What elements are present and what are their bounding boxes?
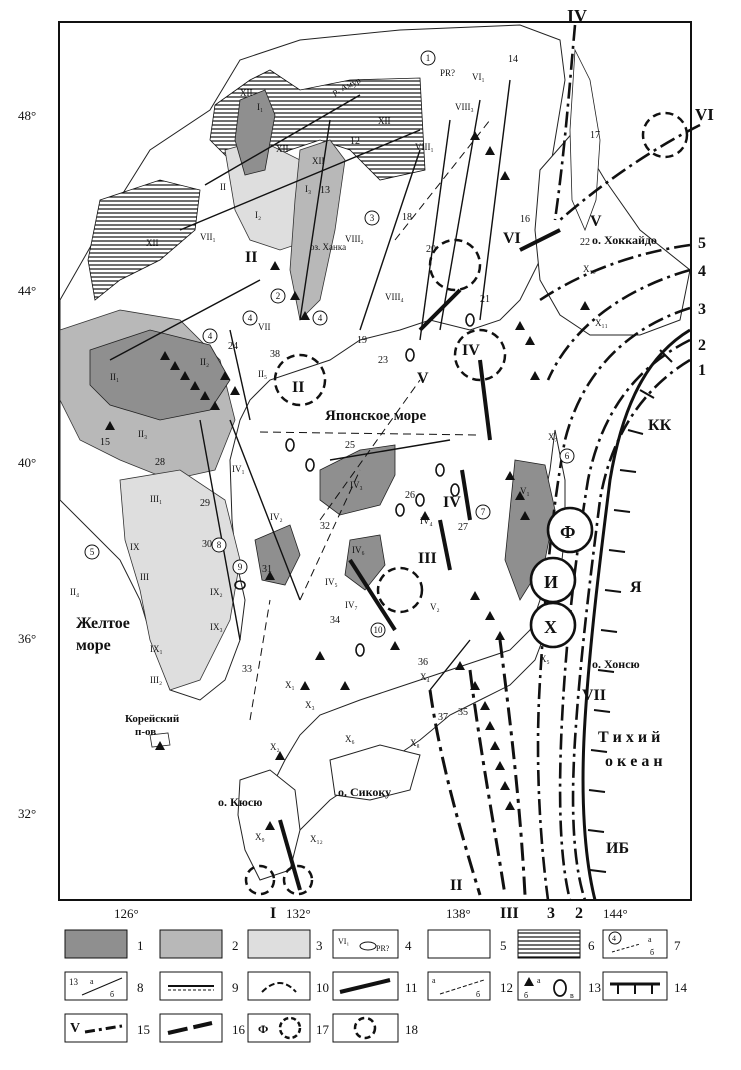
label-x1: X₁ xyxy=(285,680,295,690)
legend-label-5: 5 xyxy=(500,938,507,953)
fault-number: 34 xyxy=(330,615,340,626)
fault-number: 31 xyxy=(262,564,272,575)
legend-sym-13b: б xyxy=(524,991,529,1000)
legend-sym-v15: V xyxy=(70,1021,81,1036)
legend-label-13: 13 xyxy=(588,980,601,995)
roman-V-mid: V xyxy=(417,370,429,387)
bottom-number-3: 3 xyxy=(547,905,555,922)
roman-IV: IV xyxy=(567,6,588,26)
label-iii2: III₂ xyxy=(150,675,163,685)
fault-number: 32 xyxy=(320,521,330,532)
legend-label-11: 11 xyxy=(405,980,418,995)
label-xii-2: XII xyxy=(276,144,289,154)
lon-label-132: 132° xyxy=(286,906,311,921)
lat-label-36: 36° xyxy=(18,631,37,646)
legend-label-4: 4 xyxy=(405,938,412,953)
label-x8: X₈ xyxy=(410,738,420,748)
legend xyxy=(65,930,688,1042)
lon-label-144: 144° xyxy=(603,906,628,921)
label-ix: IX xyxy=(130,542,140,552)
legend-label-15: 15 xyxy=(137,1022,150,1037)
legend-label-18: 18 xyxy=(405,1022,418,1037)
label-iv5: IV₅ xyxy=(325,577,338,587)
trench-label-ya: Я xyxy=(630,579,642,596)
roman-IV-lower: IV xyxy=(443,494,461,511)
fault-number: 36 xyxy=(418,657,428,668)
legend-sym-7b: б xyxy=(650,948,655,957)
roman-II-upper: II xyxy=(245,249,258,266)
circled-number: 8 xyxy=(216,540,222,550)
legend-label-2: 2 xyxy=(232,938,239,953)
lat-label-40: 40° xyxy=(18,455,37,470)
legend-label-8: 8 xyxy=(137,980,144,995)
circle-letter-kh: Х xyxy=(544,617,557,637)
zone-number-4: 4 xyxy=(698,263,706,280)
legend-label-16: 16 xyxy=(232,1022,245,1037)
legend-label-9: 9 xyxy=(232,980,239,995)
honshu-label: о. Хонсю xyxy=(592,657,640,671)
legend-label-12: 12 xyxy=(500,980,513,995)
label-x6: X₆ xyxy=(345,734,355,744)
legend-sym-8a: а xyxy=(90,977,94,986)
zone-number-2: 2 xyxy=(698,337,706,354)
label-viii2: VIII₂ xyxy=(345,234,364,244)
fault-number: 20 xyxy=(426,244,436,255)
roman-VI-mid: VI xyxy=(503,230,521,247)
japan-sea-label: Японское море xyxy=(325,408,427,424)
legend-swatch-2 xyxy=(160,930,222,958)
legend-sym-7a: а xyxy=(648,935,652,944)
fault-number: 38 xyxy=(270,349,280,360)
label-i3: I₃ xyxy=(305,184,312,194)
zone-number-5: 5 xyxy=(698,235,706,252)
label-iv1: IV₁ xyxy=(232,464,245,474)
roman-I: I xyxy=(270,905,277,922)
label-vii1: VII₁ xyxy=(200,232,216,242)
label-x9: X₉ xyxy=(255,832,265,842)
legend-sym-13: 13 xyxy=(69,977,78,987)
label-x5: X₅ xyxy=(540,654,550,664)
korea-label-2: п-ов xyxy=(135,726,157,738)
circled-number: 4 xyxy=(207,331,213,341)
roman-II-mid: II xyxy=(292,379,305,396)
pacific-label-1: Т и х и й xyxy=(598,729,661,746)
label-xii-1: XII xyxy=(240,88,253,98)
label-iv3: IV₃ xyxy=(350,480,363,490)
fault-number: 30 xyxy=(202,539,212,550)
legend-label-14: 14 xyxy=(674,980,687,995)
fault-number: 19 xyxy=(357,335,367,346)
label-iv4: IV₄ xyxy=(420,516,433,526)
roman-VII: VII xyxy=(582,687,607,704)
legend-sym-12b: б xyxy=(476,990,481,999)
label-vii: VII xyxy=(258,322,271,332)
roman-II: II xyxy=(450,877,463,894)
label-iv2: IV₂ xyxy=(270,512,283,522)
amur-label: р. Амур xyxy=(330,74,363,97)
label-viii4: VIII₄ xyxy=(385,292,404,302)
roman-III-mid: III xyxy=(418,550,437,567)
fault-number: 15 xyxy=(100,437,110,448)
legend-sym-13v: в xyxy=(570,991,574,1000)
legend-sym-vi1: VI₁ xyxy=(338,937,350,946)
circled-number: 7 xyxy=(480,507,486,517)
circled-number: 2 xyxy=(275,291,281,301)
fault-number: 26 xyxy=(405,490,415,501)
label-ii4: II₄ xyxy=(70,587,80,597)
fault-number: 16 xyxy=(520,214,530,225)
lon-label-138: 138° xyxy=(446,906,471,921)
fault-number: 25 xyxy=(345,440,355,451)
roman-VI: VI xyxy=(695,105,714,124)
legend-label-6: 6 xyxy=(588,938,595,953)
fault-number: 28 xyxy=(155,457,165,468)
fault-number: 21 xyxy=(480,294,490,305)
fault-number: 23 xyxy=(378,355,388,366)
label-ii2: II₂ xyxy=(200,357,210,367)
circled-number: 4 xyxy=(317,313,323,323)
legend-swatch-5 xyxy=(428,930,490,958)
legend-sym-pr: PR? xyxy=(376,944,390,953)
khanka-label: оз. Ханка xyxy=(310,242,347,252)
legend-sym-8b: б xyxy=(110,990,115,999)
label-x4: X₄ xyxy=(420,672,430,682)
label-ii: II xyxy=(220,182,226,192)
label-x3: X₃ xyxy=(305,700,315,710)
circled-number: 3 xyxy=(369,213,375,223)
roman-V: V xyxy=(590,213,602,230)
label-ix3: IX₃ xyxy=(210,622,223,632)
label-x11: X₁₁ xyxy=(595,318,608,328)
legend-sym-13a: а xyxy=(537,976,541,985)
kyushu-label: о. Кюсю xyxy=(218,795,263,809)
legend-swatch-16 xyxy=(160,1014,222,1042)
label-x7: X₇ xyxy=(548,432,558,442)
yellow-sea-label-1: Желтое xyxy=(76,615,130,632)
bottom-number-2: 2 xyxy=(575,905,583,922)
label-v1: V₁ xyxy=(520,486,530,496)
lat-label-32: 32° xyxy=(18,806,37,821)
lat-label-48: 48° xyxy=(18,108,37,123)
roman-III: III xyxy=(500,905,519,922)
fault-number: 35 xyxy=(458,707,468,718)
fault-number: 13 xyxy=(320,185,330,196)
fault-number: 27 xyxy=(458,522,468,533)
legend-label-3: 3 xyxy=(316,938,323,953)
fault-number: 18 xyxy=(402,212,412,223)
legend-sym-f17: Ф xyxy=(258,1022,269,1036)
legend-label-17: 17 xyxy=(316,1022,329,1037)
fault-number: 24 xyxy=(228,341,238,352)
label-ii3: II₃ xyxy=(138,429,148,439)
label-iv7: IV₇ xyxy=(345,600,358,610)
circled-number: 10 xyxy=(373,625,383,635)
label-x10: X₁₀ xyxy=(583,264,596,274)
circle-letter-i: И xyxy=(544,572,559,592)
legend-swatch-1 xyxy=(65,930,127,958)
label-x2: X₂ xyxy=(270,742,280,752)
legend-label-1: 1 xyxy=(137,938,144,953)
label-pr: PR? xyxy=(440,68,456,78)
label-vi1: VI₁ xyxy=(472,72,485,82)
fault-number: 37 xyxy=(438,712,448,723)
zone-number-3: 3 xyxy=(698,301,706,318)
label-ix2: IX₂ xyxy=(210,587,223,597)
label-xii-5: XII xyxy=(312,156,325,166)
legend-sym-12a: а xyxy=(432,976,436,985)
circled-number: 5 xyxy=(89,547,95,557)
yellow-sea-label-2: море xyxy=(76,637,111,654)
legend-swatch-6 xyxy=(518,930,580,958)
legend-swatch-10 xyxy=(248,972,310,1000)
fault-number: 33 xyxy=(242,664,252,675)
fault-number: 22 xyxy=(580,237,590,248)
zone-number-1: 1 xyxy=(698,362,706,379)
fault-number: 12 xyxy=(350,136,360,147)
legend-label-10: 10 xyxy=(316,980,329,995)
label-v2: V₂ xyxy=(430,602,440,612)
label-ix1: IX₁ xyxy=(150,644,163,654)
lon-label-126: 126° xyxy=(114,906,139,921)
trench-label-kk: КК xyxy=(648,417,672,434)
shikoku-label: о. Сикоку xyxy=(338,785,392,799)
label-i2: I₂ xyxy=(255,210,262,220)
korea-label-1: Корейский xyxy=(125,713,180,725)
fault-number: 17 xyxy=(590,130,600,141)
circle-letter-f: Ф xyxy=(560,522,576,542)
label-iii: III xyxy=(140,572,149,582)
pacific-label-2: о к е а н xyxy=(605,753,663,770)
circled-number: 4 xyxy=(247,313,253,323)
fault-number: 29 xyxy=(200,498,210,509)
label-iii1: III₁ xyxy=(150,494,163,504)
label-iv6: IV₆ xyxy=(352,545,365,555)
fault-number: 14 xyxy=(508,54,518,65)
label-xii-3: XII xyxy=(146,238,159,248)
label-x12: X₁₂ xyxy=(310,834,323,844)
label-xii-4: XII xyxy=(378,116,391,126)
legend-swatch-12 xyxy=(428,972,490,1000)
label-viii3: VIII₃ xyxy=(455,102,474,112)
label-viii1: VIII₁ xyxy=(415,142,434,152)
trench-label-ib: ИБ xyxy=(606,840,630,857)
label-ii1: II₁ xyxy=(110,372,120,382)
circled-number: 6 xyxy=(564,451,570,461)
legend-sym-c4: 4 xyxy=(612,934,616,943)
circled-number: 1 xyxy=(425,53,431,63)
legend-label-7: 7 xyxy=(674,938,681,953)
circled-number: 9 xyxy=(237,562,243,572)
legend-swatch-3 xyxy=(248,930,310,958)
label-ii5: II₅ xyxy=(258,369,268,379)
lat-label-44: 44° xyxy=(18,283,37,298)
hokkaido-label: о. Хоккайдо xyxy=(592,233,657,247)
label-i1: I₁ xyxy=(257,102,264,112)
roman-IV-mid: IV xyxy=(462,342,480,359)
